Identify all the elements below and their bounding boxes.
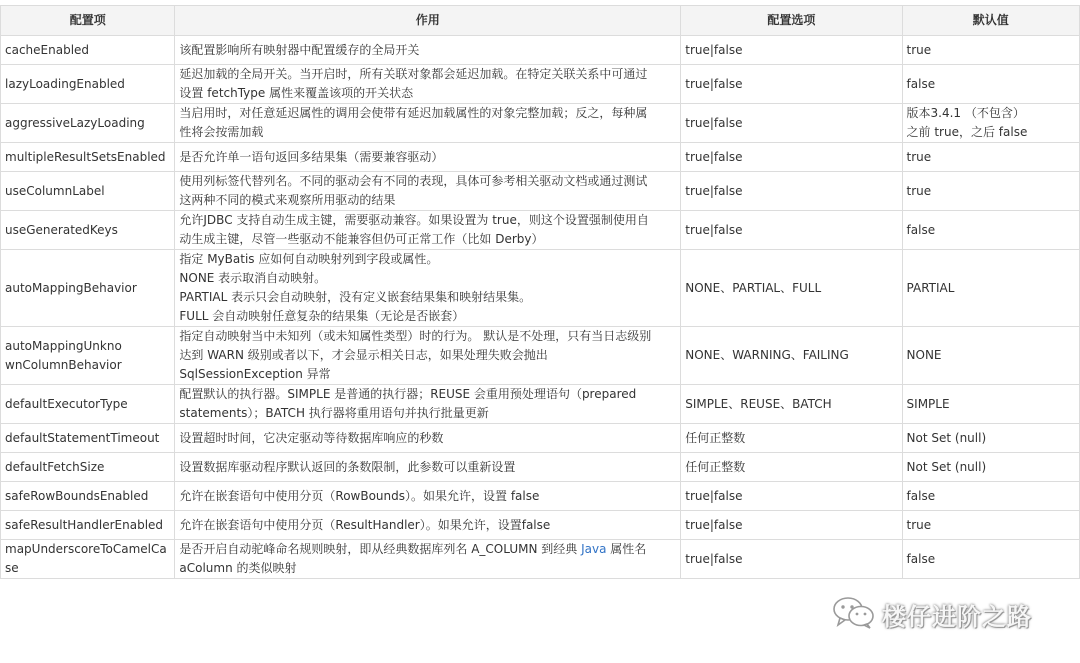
description-line: NONE 表示取消自动映射。 xyxy=(179,271,327,285)
config-description-cell xyxy=(175,482,681,511)
default-line: PARTIAL xyxy=(906,280,955,295)
config-description-cell xyxy=(175,540,681,579)
config-name-cell: cacheEnabled xyxy=(1,36,175,65)
config-default-cell xyxy=(902,250,1079,327)
table-row xyxy=(1,482,1080,511)
config-default-cell xyxy=(902,104,1079,143)
config-options-cell: true|false xyxy=(681,482,902,511)
table-row xyxy=(1,36,1080,65)
default-line: NONE xyxy=(906,348,942,362)
default-line: false xyxy=(906,76,936,91)
config-description-cell xyxy=(175,211,681,250)
config-name-line: autoMappingUnkno xyxy=(5,338,122,353)
table-row xyxy=(1,540,1080,579)
table-row xyxy=(1,172,1080,211)
config-description-cell xyxy=(175,250,681,327)
config-default-cell xyxy=(902,385,1079,424)
default-line: true xyxy=(906,183,932,198)
wechat-icon xyxy=(832,595,876,633)
default-line: Not Set (null) xyxy=(906,459,987,474)
config-name-cell: aggressiveLazyLoading xyxy=(1,104,175,143)
table-row xyxy=(1,250,1080,327)
description-line: SqlSessionException 异常 xyxy=(179,367,331,381)
header-options: 配置选项 xyxy=(681,6,902,36)
config-name-cell: defaultExecutorType xyxy=(1,385,175,424)
config-default-cell xyxy=(902,143,1079,172)
description-line: 达到 WARN 级别或者以下，才会显示相关日志，如果处理失败会抛出 xyxy=(179,348,548,362)
config-default-cell xyxy=(902,65,1079,104)
table-row xyxy=(1,211,1080,250)
config-name-cell: autoMappingBehavior xyxy=(1,250,175,327)
config-default-cell xyxy=(902,36,1079,65)
description-line: 动生成主键，尽管一些驱动不能兼容但仍可正常工作（比如 Derby） xyxy=(179,232,544,246)
watermark xyxy=(832,590,1032,638)
table-row xyxy=(1,424,1080,453)
table-row xyxy=(1,453,1080,482)
config-name-cell: useGeneratedKeys xyxy=(1,211,175,250)
config-default-cell xyxy=(902,211,1079,250)
config-name-cell: defaultFetchSize xyxy=(1,453,175,482)
config-options-cell: true|false xyxy=(681,540,902,579)
config-options-cell: SIMPLE、REUSE、BATCH xyxy=(681,385,902,424)
watermark-text: 楼仔进阶之路 xyxy=(882,602,1032,631)
java-link[interactable]: Java xyxy=(581,542,607,556)
description-line: FULL 会自动映射任意复杂的结果集（无论是否嵌套） xyxy=(179,309,465,323)
header-default: 默认值 xyxy=(902,6,1079,36)
config-table xyxy=(0,5,1080,579)
config-options-cell: true|false xyxy=(681,172,902,211)
config-description-cell xyxy=(175,385,681,424)
config-name-cell: defaultStatementTimeout xyxy=(1,424,175,453)
config-name-cell: useColumnLabel xyxy=(1,172,175,211)
description-line: 允许在嵌套语句中使用分页（RowBounds）。如果允许，设置 false xyxy=(179,488,540,503)
config-default-cell xyxy=(902,482,1079,511)
default-line: SIMPLE xyxy=(906,396,950,411)
description-line: 设置 fetchType 属性来覆盖该项的开关状态 xyxy=(179,86,414,100)
config-name-cell: safeResultHandlerEnabled xyxy=(1,511,175,540)
config-options-cell: 任何正整数 xyxy=(681,424,902,453)
config-options-cell: true|false xyxy=(681,143,902,172)
config-name-line: wnColumnBehavior xyxy=(5,357,122,372)
default-line: 版本3.4.1 （不包含） xyxy=(906,106,1025,120)
description-line: 设置数据库驱动程序默认返回的条数限制，此参数可以重新设置 xyxy=(179,459,516,474)
description-line: 允许JDBC 支持自动生成主键，需要驱动兼容。如果设置为 true，则这个设置强制使用自 xyxy=(179,213,649,227)
description-line: 指定 MyBatis 应如何自动映射列到字段或属性。 xyxy=(179,252,439,266)
config-description-cell xyxy=(175,453,681,482)
default-line: true xyxy=(906,149,932,164)
config-default-cell xyxy=(902,172,1079,211)
config-options-cell: 任何正整数 xyxy=(681,453,902,482)
table-row xyxy=(1,327,1080,385)
default-line: Not Set (null) xyxy=(906,430,987,445)
config-description-cell xyxy=(175,104,681,143)
description-line: 使用列标签代替列名。不同的驱动会有不同的表现，具体可参考相关驱动文档或通过测试 xyxy=(179,174,648,188)
config-description-cell xyxy=(175,36,681,65)
default-line: false xyxy=(906,488,936,503)
config-description-cell xyxy=(175,511,681,540)
config-description-cell xyxy=(175,65,681,104)
config-description-cell xyxy=(175,424,681,453)
config-name-cell: multipleResultSetsEnabled xyxy=(1,143,175,172)
config-default-cell xyxy=(902,540,1079,579)
default-line: true xyxy=(906,517,932,532)
description-line: 延迟加载的全局开关。当开启时，所有关联对象都会延迟加载。在特定关联关系中可通过 xyxy=(179,67,648,81)
description-line: 这两种不同的模式来观察所用驱动的结果 xyxy=(179,193,396,207)
default-line: true xyxy=(906,42,932,57)
config-name-cell: lazyLoadingEnabled xyxy=(1,65,175,104)
table-row xyxy=(1,65,1080,104)
description-line: 是否允许单一语句返回多结果集（需要兼容驱动） xyxy=(179,149,444,164)
config-options-cell: NONE、WARNING、FAILING xyxy=(681,327,902,385)
default-line: false xyxy=(906,551,936,566)
description-line: 该配置影响所有映射器中配置缓存的全局开关 xyxy=(179,42,420,57)
description-line: 指定自动映射当中未知列（或未知属性类型）时的行为。 默认是不处理，只有当日志级别 xyxy=(179,329,652,343)
table-body xyxy=(1,36,1080,579)
config-default-cell xyxy=(902,424,1079,453)
config-name-cell: safeRowBoundsEnabled xyxy=(1,482,175,511)
config-options-cell: true|false xyxy=(681,511,902,540)
config-name-cell xyxy=(1,327,175,385)
config-name-cell: mapUnderscoreToCamelCase xyxy=(1,540,175,579)
table-header-row xyxy=(1,6,1080,36)
config-options-cell: true|false xyxy=(681,65,902,104)
table-row xyxy=(1,143,1080,172)
description-line: statements）；BATCH 执行器将重用语句并执行批量更新 xyxy=(179,406,489,420)
description-line: 是否开启自动驼峰命名规则映射，即从经典数据库列名 A_COLUMN 到经典 Java 属性名 xyxy=(179,542,647,556)
description-line: 配置默认的执行器。SIMPLE 是普通的执行器；REUSE 会重用预处理语句（prepared xyxy=(179,387,637,401)
config-options-cell: NONE、PARTIAL、FULL xyxy=(681,250,902,327)
default-line: 之前 true，之后 false xyxy=(906,125,1028,139)
config-options-cell: true|false xyxy=(681,36,902,65)
config-default-cell xyxy=(902,511,1079,540)
header-config-item: 配置项 xyxy=(1,6,175,36)
default-line: false xyxy=(906,222,936,237)
config-default-cell xyxy=(902,327,1079,385)
table-row xyxy=(1,104,1080,143)
table-row xyxy=(1,511,1080,540)
description-line: 设置超时时间，它决定驱动等待数据库响应的秒数 xyxy=(179,430,444,445)
description-line: aColumn 的类似映射 xyxy=(179,561,297,575)
description-line: 允许在嵌套语句中使用分页（ResultHandler）。如果允许，设置false xyxy=(179,517,551,532)
config-description-cell xyxy=(175,327,681,385)
config-options-cell: true|false xyxy=(681,104,902,143)
config-default-cell xyxy=(902,453,1079,482)
config-description-cell xyxy=(175,172,681,211)
config-description-cell xyxy=(175,143,681,172)
header-purpose: 作用 xyxy=(175,6,681,36)
config-options-cell: true|false xyxy=(681,211,902,250)
table-row xyxy=(1,385,1080,424)
description-line: 性将会按需加载 xyxy=(179,125,264,139)
description-line: 当启用时，对任意延迟属性的调用会使带有延迟加载属性的对象完整加载；反之，每种属 xyxy=(179,106,648,120)
description-line: PARTIAL 表示只会自动映射，没有定义嵌套结果集和映射结果集。 xyxy=(179,290,532,304)
